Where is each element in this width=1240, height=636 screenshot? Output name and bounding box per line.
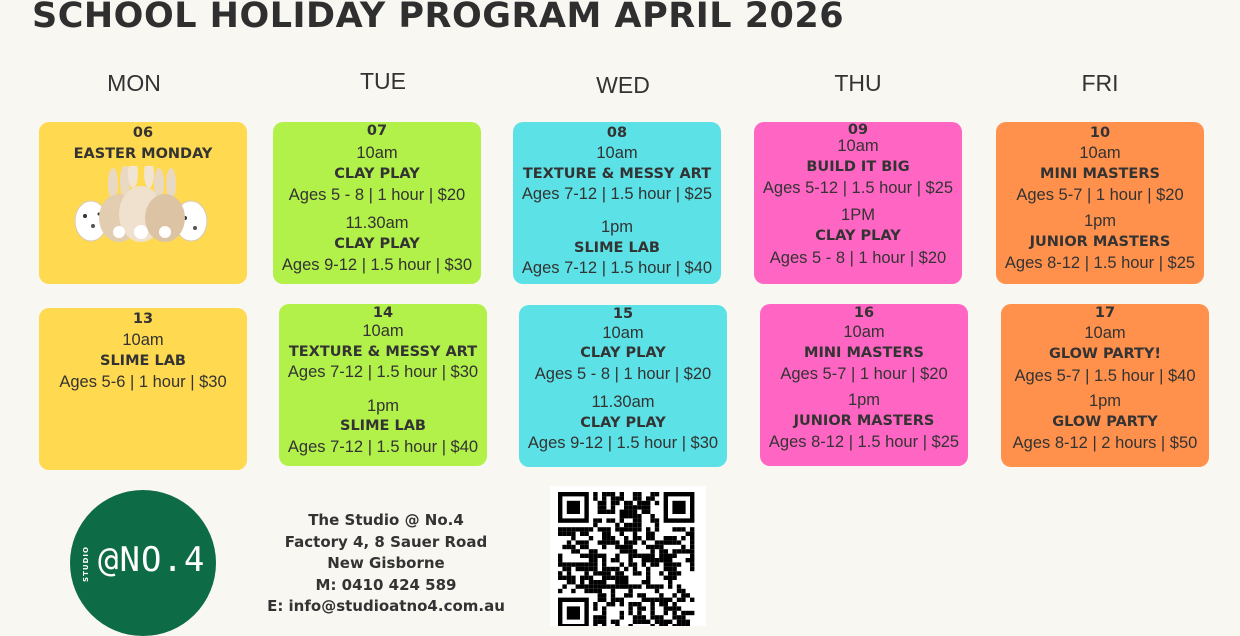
day-header-tue: TUE — [360, 68, 406, 94]
session-name: TEXTURE & MESSY ART — [288, 344, 478, 360]
card-07 — [273, 122, 481, 284]
session-name: SLIME LAB — [100, 353, 186, 369]
session-info: Ages 5-6 | 1 hour | $30 — [59, 373, 227, 391]
session-info: Ages 9-12 | 1.5 hour | $30 — [281, 256, 473, 274]
session-time: 11.30am — [591, 393, 655, 411]
session-time: 1pm — [1088, 392, 1122, 410]
page-title: SCHOOL HOLIDAY PROGRAM APRIL 2026 — [32, 0, 845, 36]
card-08 — [513, 122, 721, 284]
session-info: Ages 7-12 | 1.5 hour | $30 — [287, 363, 479, 381]
session-name: JUNIOR MASTERS — [793, 413, 935, 429]
qr-code-graphic — [550, 486, 706, 626]
card-06 — [39, 122, 247, 284]
card-17 — [1001, 304, 1209, 467]
card-date: 06 — [132, 125, 154, 141]
card-date: 13 — [132, 311, 154, 327]
session-info: Ages 7-12 | 1.5 hour | $40 — [287, 438, 479, 456]
session-name: CLAY PLAY — [334, 166, 420, 182]
session-time: 10am — [602, 324, 644, 342]
card-date: 14 — [372, 305, 394, 321]
card-09 — [754, 122, 962, 284]
session-info: Ages 5-7 | 1.5 hour | $40 — [1014, 367, 1196, 385]
session-time: 10am — [596, 144, 638, 162]
session-time: 1pm — [847, 391, 881, 409]
session-name: CLAY PLAY — [334, 236, 420, 252]
session-time: 10am — [837, 137, 879, 155]
card-date: 09 — [847, 122, 869, 138]
card-10 — [996, 122, 1204, 284]
day-header-mon: MON — [107, 70, 161, 96]
session-name: CLAY PLAY — [580, 415, 666, 431]
contact-info — [260, 510, 512, 618]
session-info: Ages 5-12 | 1.5 hour | $25 — [762, 179, 954, 197]
session-info: Ages 5-7 | 1 hour | $20 — [1016, 186, 1184, 204]
email: E: info@studioatno4.com.au — [267, 597, 505, 615]
card-14 — [279, 304, 487, 466]
session-time: 10am — [356, 144, 398, 162]
day-header-wed: WED — [596, 72, 650, 98]
session-info: Ages 8-12 | 1.5 hour | $25 — [1004, 254, 1196, 272]
session-time: 11.30am — [345, 214, 409, 232]
session-info: Ages 7-12 | 1.5 hour | $40 — [521, 259, 713, 277]
logo-vertical-text: STUDIO — [81, 546, 90, 582]
card-16 — [760, 304, 968, 466]
card-15 — [519, 305, 727, 467]
card-date: 15 — [612, 306, 634, 322]
session-name: JUNIOR MASTERS — [1029, 234, 1171, 250]
day-header-fri: FRI — [1081, 70, 1119, 96]
session-info: Ages 9-12 | 1.5 hour | $30 — [527, 434, 719, 452]
session-time: 10am — [843, 323, 885, 341]
studio-logo — [70, 490, 216, 636]
session-info: Ages 5-7 | 1 hour | $20 — [780, 365, 948, 383]
session-info: Ages 5 - 8 | 1 hour | $20 — [769, 249, 947, 267]
session-name: SLIME LAB — [340, 418, 426, 434]
session-info: Ages 7-12 | 1.5 hour | $25 — [521, 185, 713, 203]
session-name: CLAY PLAY — [580, 345, 666, 361]
session-name: SLIME LAB — [574, 240, 660, 256]
session-name: CLAY PLAY — [815, 228, 901, 244]
qr-code — [550, 486, 706, 626]
card-date: 07 — [366, 123, 388, 139]
session-info: Ages 5 - 8 | 1 hour | $20 — [534, 365, 712, 383]
day-header-thu: THU — [834, 70, 882, 96]
phone: M: 0410 424 589 — [315, 575, 457, 594]
card-13 — [39, 308, 247, 470]
studio-name: The Studio @ No.4 — [308, 511, 464, 529]
easter-bunnies-illustration — [73, 166, 209, 244]
session-time: 10am — [1084, 324, 1126, 342]
address-line-1: Factory 4, 8 Sauer Road — [284, 532, 488, 551]
session-time: 1pm — [600, 218, 634, 236]
session-info: Ages 5 - 8 | 1 hour | $20 — [288, 186, 466, 204]
session-time: 10am — [122, 331, 164, 349]
session-name: TEXTURE & MESSY ART — [522, 166, 712, 182]
card-date: 17 — [1094, 305, 1116, 321]
card-date: 08 — [606, 125, 628, 141]
session-name: MINI MASTERS — [1040, 166, 1160, 182]
card-date: 16 — [853, 305, 875, 321]
session-name: BUILD IT BIG — [806, 159, 910, 175]
session-time: 10am — [362, 322, 404, 340]
session-time: 1pm — [1083, 212, 1117, 230]
card-date: 10 — [1089, 125, 1111, 141]
qr-finder-pattern — [558, 598, 589, 626]
session-name: MINI MASTERS — [804, 345, 924, 361]
session-time: 1PM — [841, 206, 875, 224]
qr-finder-pattern — [558, 492, 589, 523]
event-name: EASTER MONDAY — [73, 146, 213, 162]
session-info: Ages 8-12 | 1.5 hour | $25 — [768, 433, 960, 451]
session-name: GLOW PARTY — [1052, 414, 1158, 430]
address-line-2: New Gisborne — [327, 554, 445, 572]
session-name: GLOW PARTY! — [1048, 346, 1162, 362]
logo-text: @NO.4 — [98, 540, 206, 580]
session-time: 1pm — [366, 397, 400, 415]
session-time: 10am — [1079, 144, 1121, 162]
session-info: Ages 8-12 | 2 hours | $50 — [1012, 434, 1198, 452]
qr-finder-pattern — [664, 492, 695, 523]
